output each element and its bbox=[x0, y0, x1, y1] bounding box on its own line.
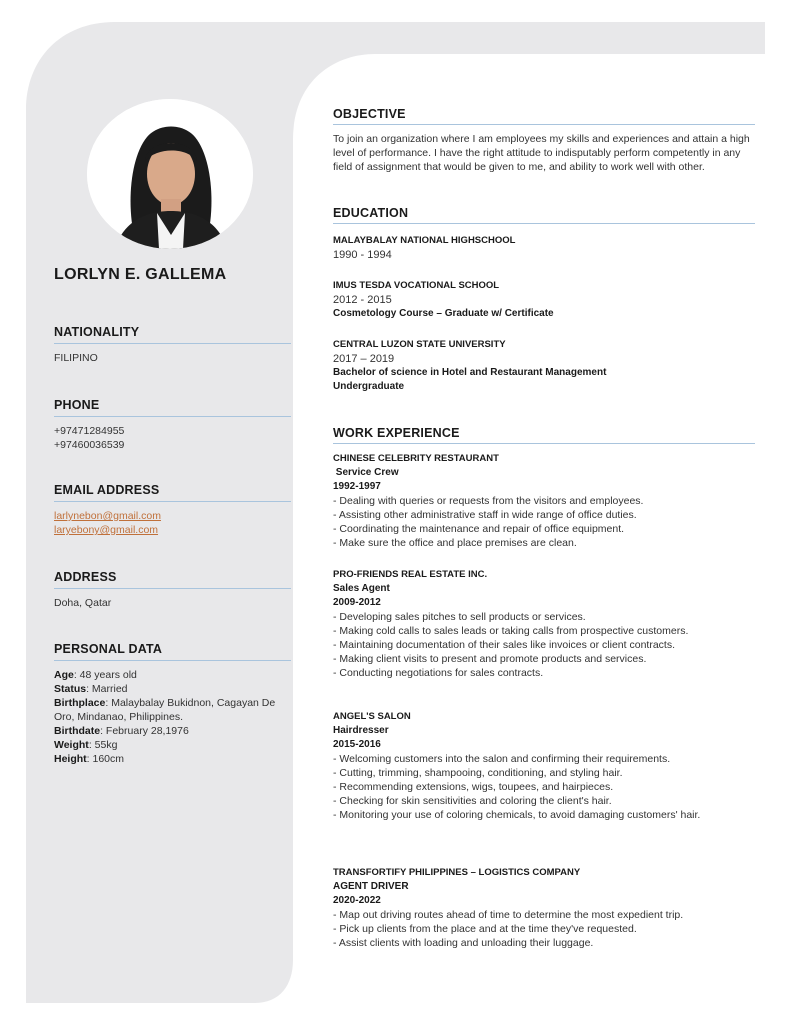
objective-heading: OBJECTIVE bbox=[333, 107, 755, 125]
objective-text: To join an organization where I am employees my skills and experiences and attain a high level of performance. I have the right attitude to indisputably perform competently in any field of assignment that would be given to me, and ability to work well with other. bbox=[333, 133, 750, 173]
job-duty: - Recommending extensions, wigs, toupees, and hairpieces. bbox=[333, 781, 614, 793]
personal-row: Birthdate: February 28,1976 bbox=[54, 725, 189, 737]
job-duty: - Map out driving routes ahead of time to determine the most expedient trip. bbox=[333, 909, 684, 921]
job-duty: - Checking for skin sensitivities and coloring the client's hair. bbox=[333, 795, 612, 807]
company-name: PRO-FRIENDS REAL ESTATE INC. bbox=[333, 569, 488, 580]
school-years: 1990 - 1994 bbox=[333, 249, 392, 261]
education-entry bbox=[333, 279, 763, 321]
school-years: 2012 - 2015 bbox=[333, 294, 392, 306]
email-link[interactable]: larlynebon@gmail.com bbox=[54, 510, 161, 522]
phone-number: +97471284955 bbox=[54, 425, 125, 437]
school-years: 2017 – 2019 bbox=[333, 353, 395, 365]
phone-section bbox=[54, 398, 291, 452]
personal-row: Status: Married bbox=[54, 683, 128, 695]
profile-photo bbox=[87, 99, 253, 249]
job-entry bbox=[333, 710, 743, 822]
personal-row: Height: 160cm bbox=[54, 753, 125, 765]
personal-data-section bbox=[54, 642, 291, 766]
job-duty: - Maintaining documentation of their sales like invoices or client contracts. bbox=[333, 639, 675, 651]
job-years: 2015-2016 bbox=[333, 739, 381, 750]
job-duty: - Making cold calls to sales leads or taking calls from prospective customers. bbox=[333, 625, 689, 637]
work-experience-heading: WORK EXPERIENCE bbox=[333, 426, 755, 444]
school-name: CENTRAL LUZON STATE UNIVERSITY bbox=[333, 339, 506, 350]
job-role: Service Crew bbox=[333, 467, 399, 478]
education-section bbox=[333, 206, 755, 224]
job-role: Hairdresser bbox=[333, 725, 389, 736]
school-name: IMUS TESDA VOCATIONAL SCHOOL bbox=[333, 280, 500, 291]
job-role: Sales Agent bbox=[333, 583, 390, 594]
job-entry bbox=[333, 452, 763, 550]
company-name: TRANSFORTIFY PHILIPPINES – LOGISTICS COMPANY bbox=[333, 867, 581, 878]
job-duty: - Cutting, trimming, shampooing, conditioning, and styling hair. bbox=[333, 767, 623, 779]
job-duty: - Developing sales pitches to sell products or services. bbox=[333, 611, 586, 623]
job-duty: - Coordinating the maintenance and repair of office equipment. bbox=[333, 523, 625, 535]
phone-heading: PHONE bbox=[54, 398, 291, 417]
personal-row: Birthplace: Malaybalay Bukidnon, Cagayan De Oro, Mindanao, Philippines. bbox=[54, 697, 276, 723]
job-entry bbox=[333, 568, 733, 680]
job-duty: - Make sure the office and place premises are clean. bbox=[333, 537, 577, 549]
job-duty: - Dealing with queries or requests from the visitors and employees. bbox=[333, 495, 644, 507]
school-name: MALAYBALAY NATIONAL HIGHSCHOOL bbox=[333, 235, 516, 246]
job-duty: - Welcoming customers into the salon and confirming their requirements. bbox=[333, 753, 671, 765]
school-detail: Bachelor of science in Hotel and Restaurant Management bbox=[333, 367, 607, 378]
company-name: CHINESE CELEBRITY RESTAURANT bbox=[333, 453, 499, 464]
job-duty: - Conducting negotiations for sales contracts. bbox=[333, 667, 544, 679]
job-years: 1992-1997 bbox=[333, 481, 381, 492]
nationality-heading: NATIONALITY bbox=[54, 325, 291, 344]
school-detail: Cosmetology Course – Graduate w/ Certificate bbox=[333, 308, 554, 319]
job-duty: - Monitoring your use of coloring chemicals, to avoid damaging customers' hair. bbox=[333, 809, 701, 821]
education-entry bbox=[333, 234, 763, 262]
personal-row: Age: 48 years old bbox=[54, 669, 137, 681]
education-entry bbox=[333, 338, 763, 394]
job-role: AGENT DRIVER bbox=[333, 881, 409, 892]
job-years: 2020-2022 bbox=[333, 895, 381, 906]
address-value: Doha, Qatar bbox=[54, 597, 112, 609]
personal-row: Weight: 55kg bbox=[54, 739, 118, 751]
personal-data-heading: PERSONAL DATA bbox=[54, 642, 291, 661]
address-section bbox=[54, 570, 291, 610]
job-entry bbox=[333, 866, 748, 950]
job-years: 2009-2012 bbox=[333, 597, 381, 608]
address-heading: ADDRESS bbox=[54, 570, 291, 589]
candidate-name: LORLYN E. GALLEMA bbox=[54, 266, 227, 283]
nationality-value: FILIPINO bbox=[54, 352, 98, 364]
objective-section bbox=[333, 107, 755, 174]
company-name: ANGEL'S SALON bbox=[333, 711, 411, 722]
education-heading: EDUCATION bbox=[333, 206, 755, 224]
nationality-section bbox=[54, 325, 291, 365]
school-detail: Undergraduate bbox=[333, 381, 405, 392]
job-duty: - Making client visits to present and promote products and services. bbox=[333, 653, 647, 665]
job-duty: - Pick up clients from the place and at the time they've requested. bbox=[333, 923, 637, 935]
phone-number: +97460036539 bbox=[54, 439, 125, 451]
job-duty: - Assisting other administrative staff in wide range of office duties. bbox=[333, 509, 637, 521]
email-link[interactable]: laryebony@gmail.com bbox=[54, 524, 159, 536]
email-heading: EMAIL ADDRESS bbox=[54, 483, 291, 502]
work-experience-section bbox=[333, 426, 755, 444]
email-section bbox=[54, 483, 291, 537]
job-duty: - Assist clients with loading and unloading their luggage. bbox=[333, 937, 594, 949]
